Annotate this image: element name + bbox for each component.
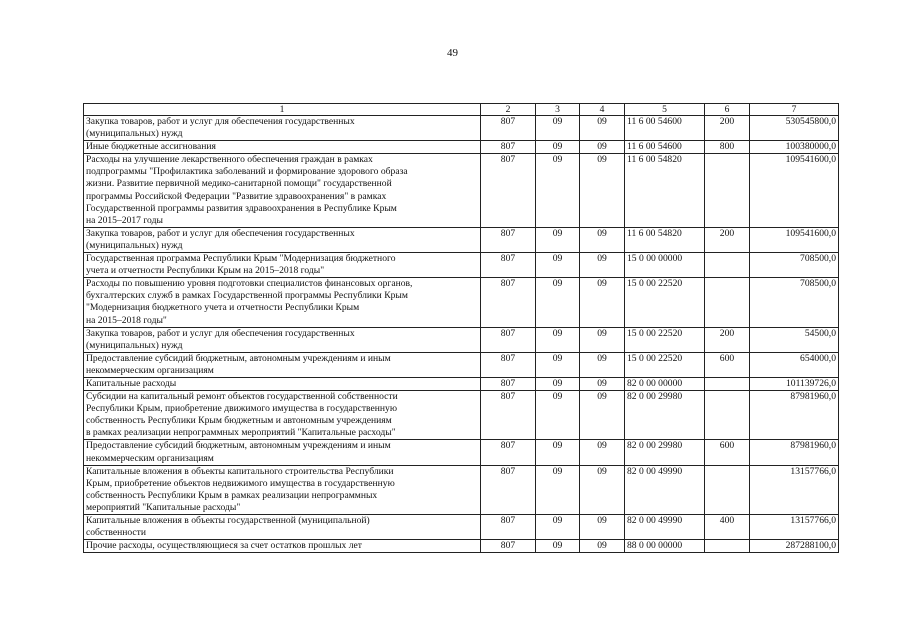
row-expense-type xyxy=(705,253,750,278)
row-expense-type: 200 xyxy=(705,327,750,352)
row-target-article: 15 0 00 22520 xyxy=(625,352,705,377)
row-section-code: 09 xyxy=(536,540,580,553)
row-ministry-code: 807 xyxy=(481,540,536,553)
row-ministry-code: 807 xyxy=(481,515,536,540)
row-section-code: 09 xyxy=(536,278,580,327)
row-section-code: 09 xyxy=(536,154,580,228)
row-ministry-code: 807 xyxy=(481,253,536,278)
row-amount: 530545800,0 xyxy=(750,116,839,141)
row-section-code: 09 xyxy=(536,227,580,252)
table-row xyxy=(84,540,839,553)
table-row xyxy=(84,141,839,154)
row-target-article: 11 6 00 54600 xyxy=(625,116,705,141)
page-number: 49 xyxy=(447,47,458,59)
row-amount: 54500,0 xyxy=(750,327,839,352)
table-row xyxy=(84,253,839,278)
row-amount: 13157766,0 xyxy=(750,465,839,514)
row-ministry-code: 807 xyxy=(481,440,536,465)
row-expense-type: 200 xyxy=(705,227,750,252)
table-row xyxy=(84,278,839,327)
table-row xyxy=(84,327,839,352)
row-amount: 87981960,0 xyxy=(750,391,839,440)
row-expense-type xyxy=(705,465,750,514)
row-target-article: 11 6 00 54820 xyxy=(625,154,705,228)
row-section-code: 09 xyxy=(536,141,580,154)
row-description: Предоставление субсидий бюджетным, автономным учреждениям и иным некоммерческим организациям xyxy=(84,352,481,377)
table-row xyxy=(84,377,839,390)
table-row xyxy=(84,154,839,228)
row-amount: 708500,0 xyxy=(750,278,839,327)
row-target-article: 82 0 00 29980 xyxy=(625,440,705,465)
row-ministry-code: 807 xyxy=(481,227,536,252)
budget-table xyxy=(83,103,839,553)
table-row xyxy=(84,352,839,377)
header-cell: 1 xyxy=(84,104,481,116)
row-amount: 87981960,0 xyxy=(750,440,839,465)
row-ministry-code: 807 xyxy=(481,391,536,440)
row-target-article: 82 0 00 49990 xyxy=(625,465,705,514)
row-expense-type: 600 xyxy=(705,352,750,377)
row-target-article: 82 0 00 49990 xyxy=(625,515,705,540)
row-amount: 109541600,0 xyxy=(750,154,839,228)
row-description: Прочие расходы, осуществляющиеся за счет остатков прошлых лет xyxy=(84,540,481,553)
row-subsection-code: 09 xyxy=(580,540,625,553)
row-amount: 101139726,0 xyxy=(750,377,839,390)
row-description: Предоставление субсидий бюджетным, автономным учреждениям и иным некоммерческим организациям xyxy=(84,440,481,465)
row-subsection-code: 09 xyxy=(580,391,625,440)
row-section-code: 09 xyxy=(536,440,580,465)
row-section-code: 09 xyxy=(536,116,580,141)
row-target-article: 82 0 00 00000 xyxy=(625,377,705,390)
row-section-code: 09 xyxy=(536,391,580,440)
row-subsection-code: 09 xyxy=(580,327,625,352)
row-section-code: 09 xyxy=(536,377,580,390)
row-expense-type: 200 xyxy=(705,116,750,141)
row-expense-type xyxy=(705,154,750,228)
row-target-article: 11 6 00 54820 xyxy=(625,227,705,252)
row-amount: 654000,0 xyxy=(750,352,839,377)
row-subsection-code: 09 xyxy=(580,253,625,278)
row-expense-type: 800 xyxy=(705,141,750,154)
row-subsection-code: 09 xyxy=(580,154,625,228)
row-subsection-code: 09 xyxy=(580,352,625,377)
row-description: Иные бюджетные ассигнования xyxy=(84,141,481,154)
row-subsection-code: 09 xyxy=(580,278,625,327)
row-description: Капитальные вложения в объекты капитального строительства Республики Крым, приобретение объектов недвижимого имущества в государственную собственность Республики Крым в рамках реализации непрограммных мероприятий "Капитальные расходы" xyxy=(84,465,481,514)
row-ministry-code: 807 xyxy=(481,154,536,228)
row-target-article: 15 0 00 22520 xyxy=(625,327,705,352)
row-ministry-code: 807 xyxy=(481,116,536,141)
row-ministry-code: 807 xyxy=(481,352,536,377)
row-description: Закупка товаров, работ и услуг для обеспечения государственных (муниципальных) нужд xyxy=(84,116,481,141)
row-section-code: 09 xyxy=(536,465,580,514)
row-section-code: 09 xyxy=(536,352,580,377)
row-amount: 708500,0 xyxy=(750,253,839,278)
row-ministry-code: 807 xyxy=(481,465,536,514)
row-expense-type xyxy=(705,377,750,390)
row-subsection-code: 09 xyxy=(580,116,625,141)
row-description: Субсидии на капитальный ремонт объектов государственной собственности Республики Крым, приобретение движимого имущества в государственную собственность Республики Крым бюджетным и автономным учреждениям в рамках реализации непрограммных мероприятий "Капитальные расходы" xyxy=(84,391,481,440)
row-subsection-code: 09 xyxy=(580,141,625,154)
table-row xyxy=(84,465,839,514)
header-cell: 3 xyxy=(536,104,580,116)
table-row xyxy=(84,515,839,540)
row-subsection-code: 09 xyxy=(580,465,625,514)
row-ministry-code: 807 xyxy=(481,377,536,390)
row-description: Расходы на улучшение лекарственного обеспечения граждан в рамках подпрограммы "Профилактика заболеваний и формирование здорового образа жизни. Развитие первичной медико-санитарной помощи" государственной программы Российской Федерации "Развитие здравоохранения" в рамках Государственной программы развития здравоохранения в Республике Крым на 2015–2017 годы xyxy=(84,154,481,228)
row-target-article: 15 0 00 00000 xyxy=(625,253,705,278)
row-amount: 100380000,0 xyxy=(750,141,839,154)
header-cell: 6 xyxy=(705,104,750,116)
header-cell: 4 xyxy=(580,104,625,116)
table-row xyxy=(84,116,839,141)
row-subsection-code: 09 xyxy=(580,377,625,390)
row-description: Закупка товаров, работ и услуг для обеспечения государственных (муниципальных) нужд xyxy=(84,327,481,352)
row-amount: 13157766,0 xyxy=(750,515,839,540)
row-description: Капитальные расходы xyxy=(84,377,481,390)
header-cell: 7 xyxy=(750,104,839,116)
row-target-article: 15 0 00 22520 xyxy=(625,278,705,327)
header-cell: 5 xyxy=(625,104,705,116)
table-row xyxy=(84,440,839,465)
row-description: Расходы по повышению уровня подготовки специалистов финансовых органов, бухгалтерских служб в рамках Государственной программы Республики Крым "Модернизация бюджетного учета и отчетности Республики Крым на 2015–2018 годы" xyxy=(84,278,481,327)
row-section-code: 09 xyxy=(536,327,580,352)
row-amount: 287288100,0 xyxy=(750,540,839,553)
row-ministry-code: 807 xyxy=(481,278,536,327)
row-description: Капитальные вложения в объекты государственной (муниципальной) собственности xyxy=(84,515,481,540)
header-cell: 2 xyxy=(481,104,536,116)
row-subsection-code: 09 xyxy=(580,440,625,465)
row-target-article: 11 6 00 54600 xyxy=(625,141,705,154)
row-expense-type xyxy=(705,540,750,553)
row-subsection-code: 09 xyxy=(580,227,625,252)
row-ministry-code: 807 xyxy=(481,327,536,352)
row-target-article: 82 0 00 29980 xyxy=(625,391,705,440)
table-row xyxy=(84,227,839,252)
row-section-code: 09 xyxy=(536,253,580,278)
header-row xyxy=(84,104,839,116)
row-description: Государственная программа Республики Крым "Модернизация бюджетного учета и отчетности Республики Крым на 2015–2018 годы" xyxy=(84,253,481,278)
row-expense-type: 600 xyxy=(705,440,750,465)
table-row xyxy=(84,391,839,440)
row-section-code: 09 xyxy=(536,515,580,540)
row-expense-type xyxy=(705,391,750,440)
row-amount: 109541600,0 xyxy=(750,227,839,252)
row-expense-type xyxy=(705,278,750,327)
row-expense-type: 400 xyxy=(705,515,750,540)
row-ministry-code: 807 xyxy=(481,141,536,154)
row-description: Закупка товаров, работ и услуг для обеспечения государственных (муниципальных) нужд xyxy=(84,227,481,252)
row-subsection-code: 09 xyxy=(580,515,625,540)
row-target-article: 88 0 00 00000 xyxy=(625,540,705,553)
